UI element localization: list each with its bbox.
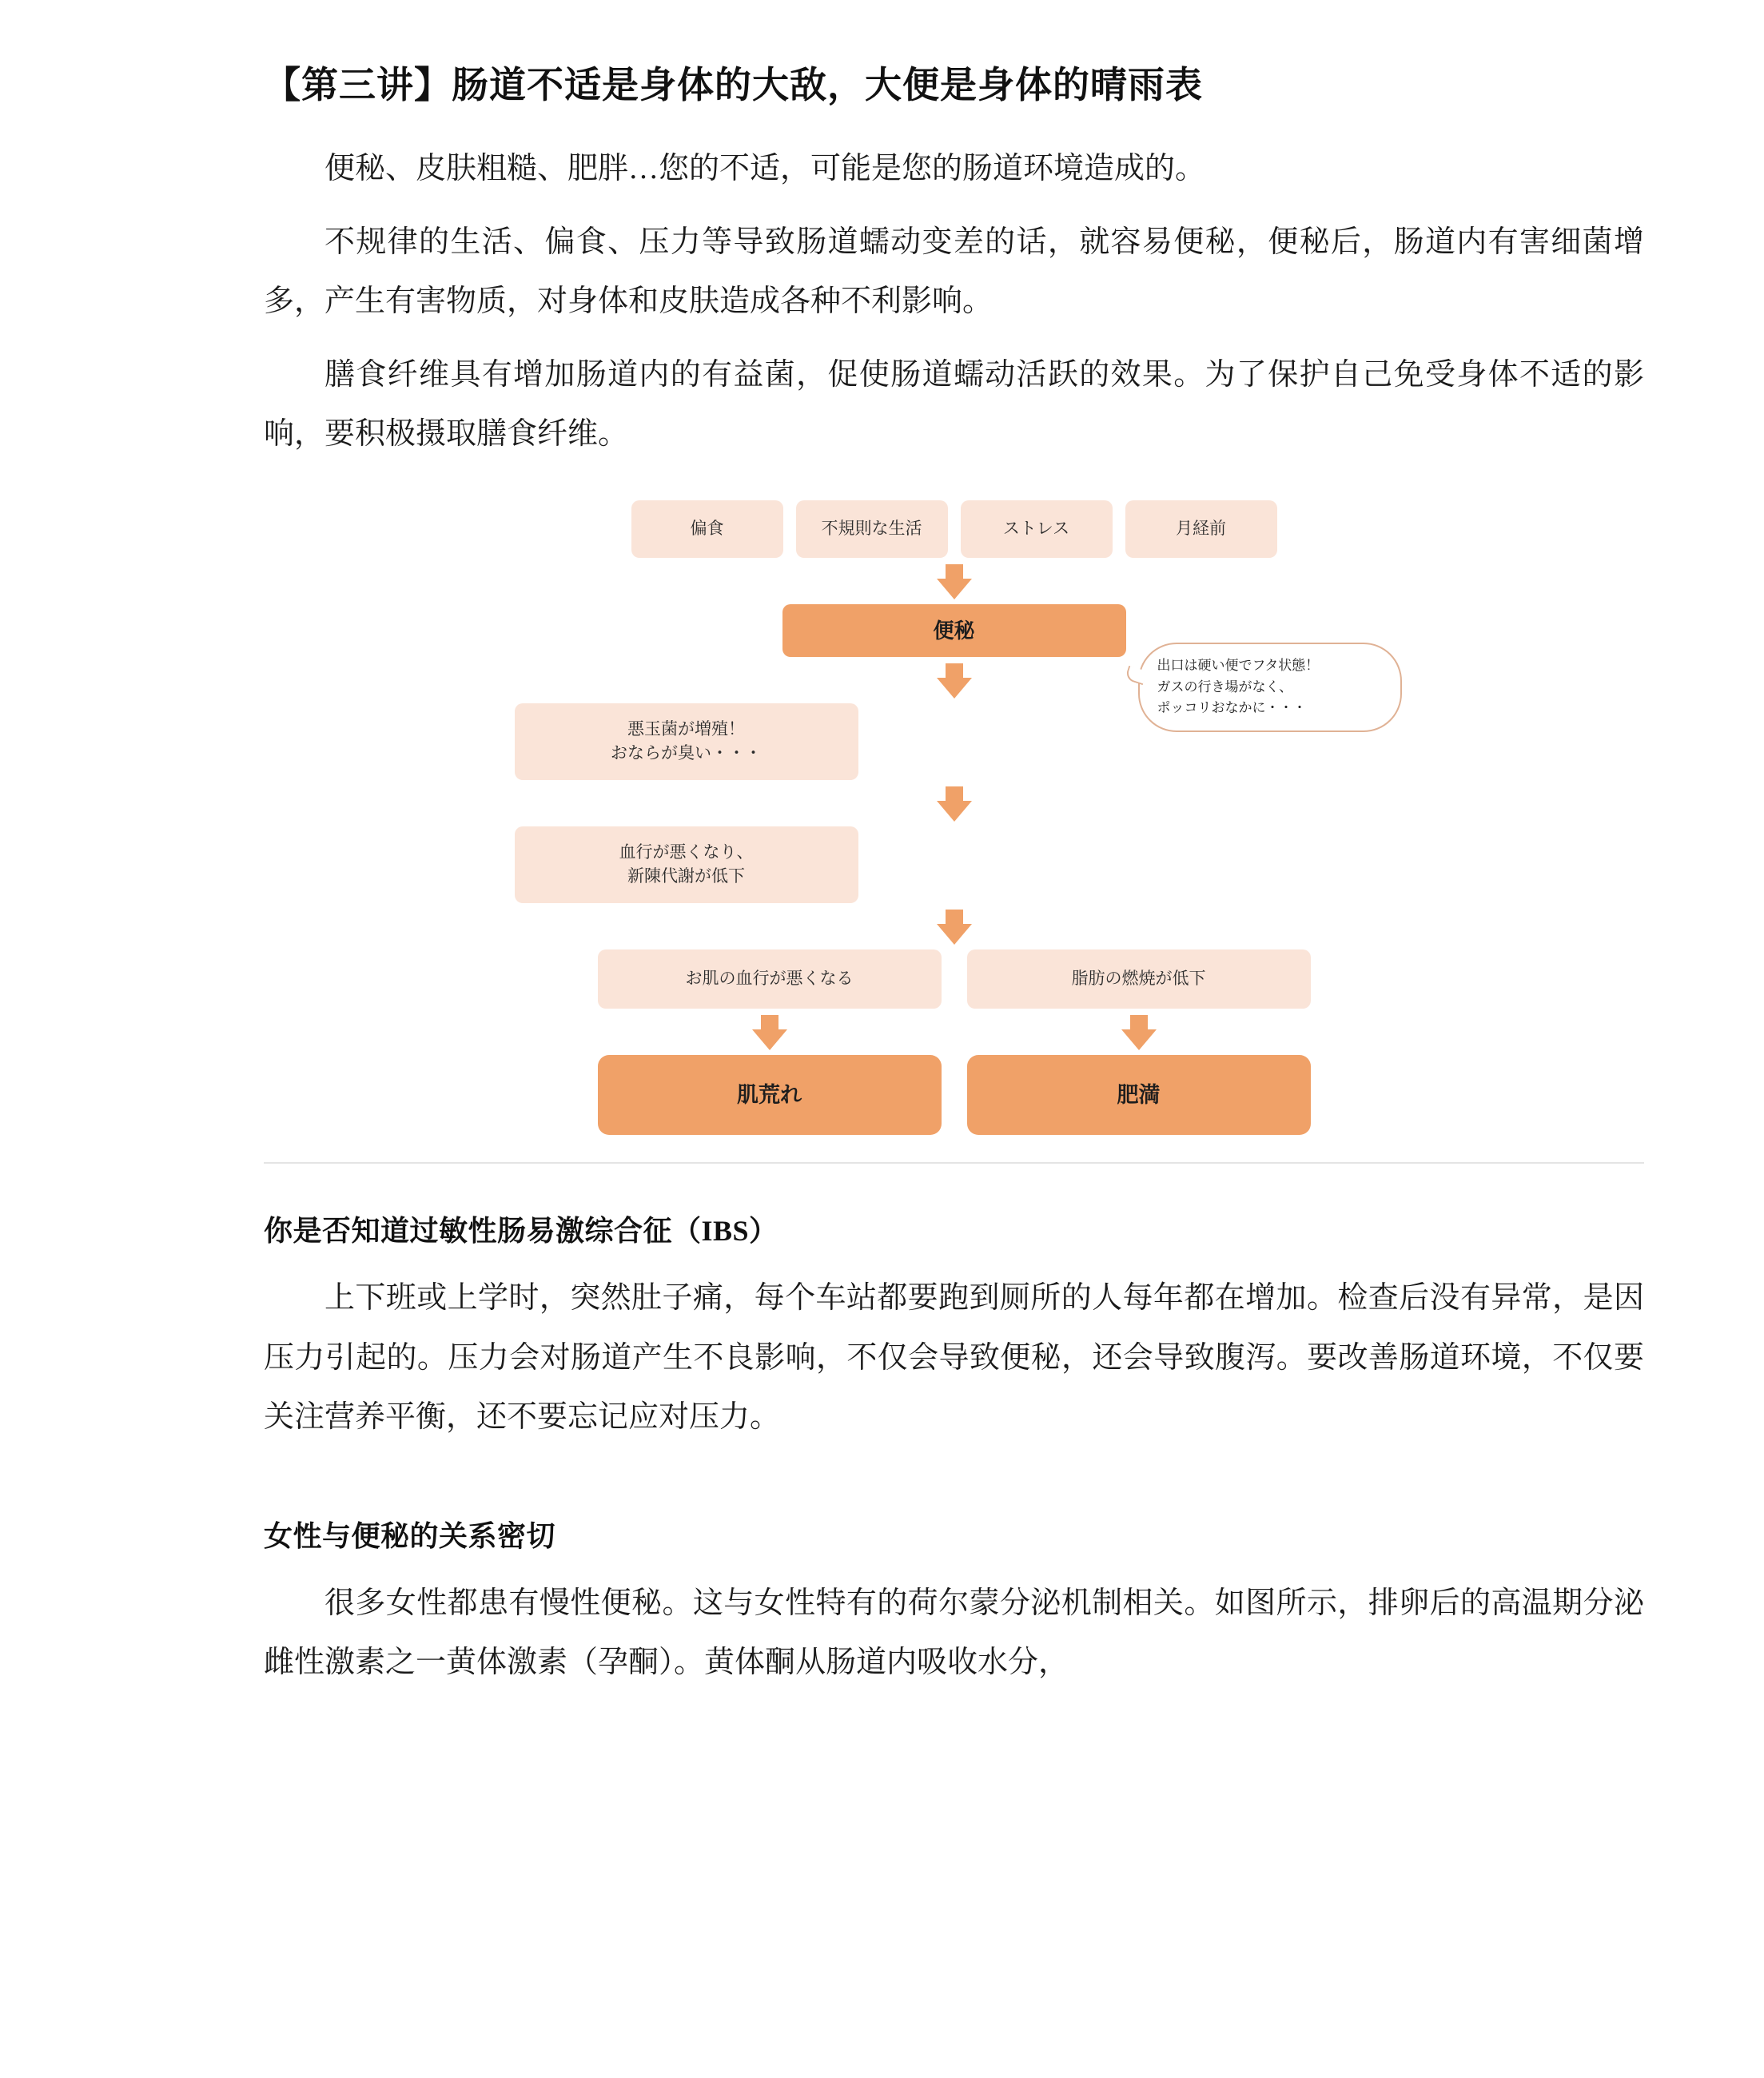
- section-heading-women: 女性与便秘的关系密切: [264, 1519, 556, 1552]
- arrow-head-icon: [937, 579, 972, 599]
- main-box-constipation: 便秘: [782, 604, 1126, 657]
- step-bad-bacteria-line2: おならが臭い・・・: [611, 744, 762, 763]
- branch-left-box: お肌の血行が悪くなる: [598, 949, 942, 1009]
- arrow-stem: [946, 564, 963, 579]
- spacer: [264, 1461, 1644, 1469]
- arrow-stem: [946, 663, 963, 678]
- arrow-circulation-to-branches: [515, 903, 1394, 949]
- arrow-stem: [946, 910, 963, 924]
- page-title: 【第三讲】肠道不适是身体的大敌，大便是身体的晴雨表: [264, 65, 1203, 105]
- cause-box-1: 偏食: [631, 500, 783, 558]
- callout-bubble: [1138, 643, 1402, 731]
- paragraph-women-1: 很多女性都患有慢性便秘。这与女性特有的荷尔蒙分泌机制相关。如图所示，排卵后的高温期分泌雌性激素之一黄体激素（孕酮）。黄体酮从肠道内吸收水分，: [264, 1586, 1644, 1679]
- step-circulation: [515, 826, 858, 903]
- branch-right-column: [967, 949, 1311, 1135]
- arrow-left-branch: [752, 1009, 787, 1055]
- step-bad-bacteria: [515, 703, 858, 780]
- section-heading-ibs: 你是否知道过敏性肠易激综合征（IBS）: [264, 1215, 778, 1248]
- flowchart-cause-row: [515, 500, 1394, 558]
- arrow-head-icon: [937, 924, 972, 945]
- figure-constipation-flowchart: [264, 500, 1644, 1164]
- step-circulation-line2: 新陳代謝が低下: [627, 867, 745, 886]
- callout-line-1: 出口は硬い便でフタ状態！: [1157, 658, 1320, 674]
- arrow-causes-to-main: [515, 558, 1394, 604]
- step-bad-bacteria-line1: 悪玉菌が増殖！: [627, 720, 745, 739]
- result-right-box: 肥満: [967, 1055, 1311, 1135]
- arrow-bacteria-to-circulation: [515, 780, 1394, 826]
- arrow-head-icon: [937, 801, 972, 822]
- callout-line-3: ポッコリおなかに・・・: [1157, 700, 1307, 716]
- arrow-head-icon: [937, 678, 972, 699]
- cause-box-2: 不規則な生活: [796, 500, 948, 558]
- arrow-stem: [761, 1015, 778, 1029]
- result-left-box: 肌荒れ: [598, 1055, 942, 1135]
- arrow-head-icon: [1121, 1029, 1157, 1050]
- branch-left-column: [598, 949, 942, 1135]
- paragraph-intro-1: 便秘、皮肤粗糙、肥胖…您的不适，可能是您的肠道环境造成的。: [325, 152, 1206, 185]
- flowchart: [515, 500, 1394, 1135]
- paragraph-intro-2: 不规律的生活、偏食、压力等导致肠道蠕动变差的话，就容易便秘，便秘后，肠道内有害细菌增多，产生有害物质，对身体和皮肤造成各种不利影响。: [264, 225, 1644, 319]
- arrow-head-icon: [752, 1029, 787, 1050]
- branch-right-box: 脂肪の燃焼が低下: [967, 949, 1311, 1009]
- step-circulation-line1: 血行が悪くなり、: [619, 843, 754, 862]
- cause-box-4: 月経前: [1125, 500, 1277, 558]
- paragraph-ibs-1: 上下班或上学时，突然肚子痛，每个车站都要跑到厕所的人每年都在增加。检查后没有异常，是因压力引起的。压力会对肠道产生不良影响，不仅会导致便秘，还会导致腹泻。要改善肠道环境，不仅要关注营养平衡，还不要忘记应对压力。: [264, 1281, 1644, 1434]
- cause-box-3: ストレス: [961, 500, 1113, 558]
- paragraph-intro-3: 膳食纤维具有增加肠道内的有益菌，促使肠道蠕动活跃的效果。为了保护自己免受身体不适的影响，要积极摄取膳食纤维。: [264, 358, 1644, 452]
- flowchart-branch-row: [515, 949, 1394, 1135]
- callout-line-2: ガスの行き場がなく、: [1157, 679, 1293, 695]
- arrow-stem: [1130, 1015, 1148, 1029]
- arrow-right-branch: [1121, 1009, 1157, 1055]
- arrow-stem: [946, 786, 963, 801]
